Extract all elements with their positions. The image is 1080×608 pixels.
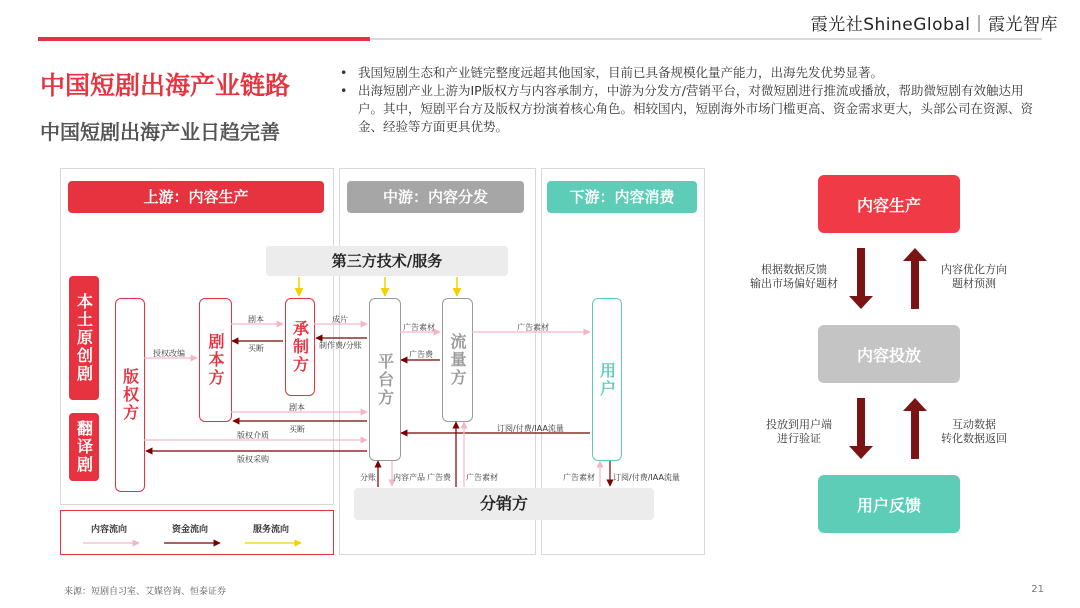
distributor-bar: 分销方	[354, 488, 654, 520]
arrow-label: 分账	[360, 473, 376, 482]
traffic-party-box: 流量方	[442, 298, 473, 422]
page-number: 21	[1031, 584, 1044, 595]
script-party-box: 剧本方	[199, 298, 232, 422]
arrow-label: 制作费/分账	[319, 341, 362, 350]
flow-user-feedback: 用户反馈	[818, 475, 960, 533]
copyright-holder-box: 版权方	[115, 298, 145, 492]
arrow-label: 成片	[332, 315, 348, 324]
legend-service-label: 服务流向	[253, 525, 290, 535]
arrow-label: 授权改编	[153, 349, 185, 358]
local-original-tag: 本土原创剧	[69, 276, 99, 400]
third-party-service-bar: 第三方技术/服务	[266, 246, 508, 276]
arrow-label: 广告素材	[563, 473, 595, 482]
arrow-label: 版权采购	[237, 455, 269, 464]
page-title: 中国短剧出海产业链路	[40, 71, 291, 100]
flow-note-left-upper: 根据数据反馈 输出市场偏好题材	[750, 263, 838, 290]
legend-money-label: 资金流向	[172, 525, 209, 535]
page-subtitle: 中国短剧出海产业日趋完善	[40, 120, 280, 144]
arrow-label: 剧本	[248, 315, 264, 324]
arrow-label: 买断	[289, 425, 305, 434]
flow-note-left-lower: 投放到用户端 进行验证	[766, 418, 832, 445]
arrow-label: 广告素材	[466, 473, 498, 482]
upstream-header: 上游：内容生产	[68, 181, 324, 213]
flow-note-right-lower: 互动数据 转化数据返回	[941, 418, 1007, 445]
bullet-item: • 我国短剧生态和产业链完整度远超其他国家，目前已具备规模化量产能力，出海先发优势显著。	[338, 64, 1038, 82]
platform-box: 平台方	[369, 298, 401, 461]
arrow-label: 买断	[248, 344, 264, 353]
downstream-header: 下游：内容消费	[547, 181, 697, 213]
arrow-label: 广告费	[427, 473, 451, 482]
midstream-header: 中游：内容分发	[347, 181, 524, 213]
arrow-label: 内容产品	[393, 473, 425, 482]
arrow-label: 广告素材	[403, 323, 435, 332]
flow-content-production: 内容生产	[818, 175, 960, 233]
arrow-label: 广告素材	[517, 323, 549, 332]
source-note: 来源：短剧自习室、艾媒咨询、恒泰证券	[64, 587, 227, 597]
translated-drama-tag: 翻译剧	[69, 413, 99, 481]
flow-content-delivery: 内容投放	[818, 325, 960, 383]
flow-note-right-upper: 内容优化方向 题材预测	[941, 263, 1007, 290]
arrow-label: 剧本	[289, 403, 305, 412]
legend-content-label: 内容流向	[91, 525, 128, 535]
arrow-label: 订阅/付费/IAA流量	[497, 424, 564, 433]
arrow-label: 版权介质	[237, 431, 269, 440]
arrow-label: 订阅/付费/IAA流量	[613, 473, 680, 482]
producer-box: 承制方	[285, 298, 315, 396]
bullet-item: • 出海短剧产业上游为IP版权方与内容承制方，中游为分发方/营销平台，对微短剧进行推流或播放，帮助微短剧有效触达用户。其中，短剧平台方及版权方扮演着核心角色。相较国内，短剧海外市场门槛更高、资金需求更大，头部公司在资源、资金、经验等方面更具优势。	[338, 82, 1038, 136]
user-box: 用户	[592, 298, 622, 461]
arrow-label: 广告费	[409, 350, 433, 359]
brand-logo-text: 霞光社ShineGlobal｜霞光智库	[810, 15, 1058, 35]
